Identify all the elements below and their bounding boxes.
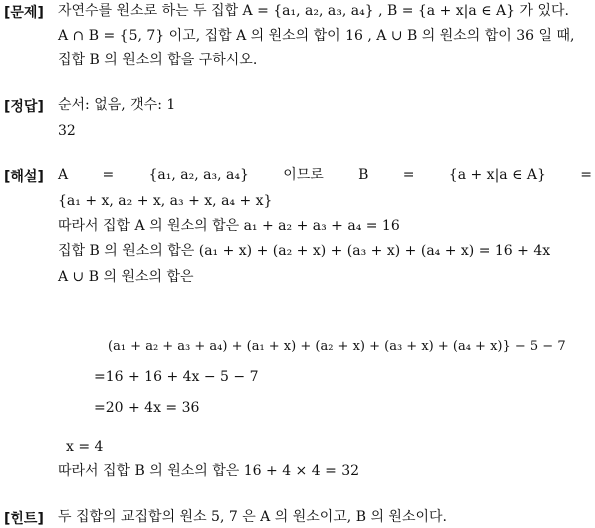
hint-text: 두 집합의 교집합의 원소 5, 7 은 A 의 원소이고, B 의 원소이다. — [58, 509, 447, 525]
hint-tag: [힌트] — [4, 511, 44, 527]
equation-line-4: x = 4 — [66, 439, 104, 455]
explanation-tag: [해설] — [4, 169, 44, 185]
explanation-conclusion: 따라서 집합 B 의 원소의 합은 16 + 4 × 4 = 32 — [58, 463, 360, 479]
explanation-line-1-part: B — [358, 167, 369, 183]
explanation-line-4: 집합 B 의 원소의 합은 (a₁ + x) + (a₂ + x) + (a₃ + x) + (a₄ + x) = 16 + 4x — [58, 243, 551, 259]
answer-meta: 순서: 없음, 갯수: 1 — [58, 97, 176, 113]
equation-line-1: (a₁ + a₂ + a₃ + a₄) + (a₁ + x) + (a₂ + x) + (a₃ + x) + (a₄ + x)} − 5 − 7 — [108, 339, 566, 354]
equation-line-3: =20 + 4x = 36 — [94, 400, 200, 416]
explanation-line-1-part: = — [102, 167, 115, 183]
equation-line-2: =16 + 16 + 4x − 5 − 7 — [94, 369, 259, 385]
explanation-line-1-part: = — [580, 167, 592, 183]
explanation-line-1-part: {a + x|a ∈ A} — [448, 167, 546, 183]
problem-line-1: 자연수를 원소로 하는 두 집합 A = {a₁, a₂, a₃, a₄} , B = {a + x|a ∈ A} 가 있다. — [58, 3, 569, 19]
explanation-line-5: A ∪ B 의 원소의 합은 — [58, 269, 194, 285]
answer-tag: [정답] — [4, 99, 44, 115]
problem-line-3: 집합 B 의 원소의 합을 구하시오. — [58, 52, 258, 68]
explanation-line-2: {a₁ + x, a₂ + x, a₃ + x, a₄ + x} — [58, 193, 273, 209]
explanation-line-1-part: {a₁, a₂, a₃, a₄} — [148, 167, 249, 183]
answer-value: 32 — [58, 123, 76, 139]
problem-tag: [문제] — [4, 5, 44, 21]
explanation-line-3: 따라서 집합 A 의 원소의 합은 a₁ + a₂ + a₃ + a₄ = 16 — [58, 218, 400, 234]
explanation-line-1-part: = — [402, 167, 415, 183]
problem-line-2: A ∩ B = {5, 7} 이고, 집합 A 의 원소의 합이 16 , A ∪ B 의 원소의 합이 36 일 때, — [58, 28, 575, 44]
explanation-line-1-part: A — [58, 167, 69, 183]
explanation-line-1-part: 이므로 — [283, 167, 324, 183]
explanation-line-1 — [58, 166, 592, 184]
